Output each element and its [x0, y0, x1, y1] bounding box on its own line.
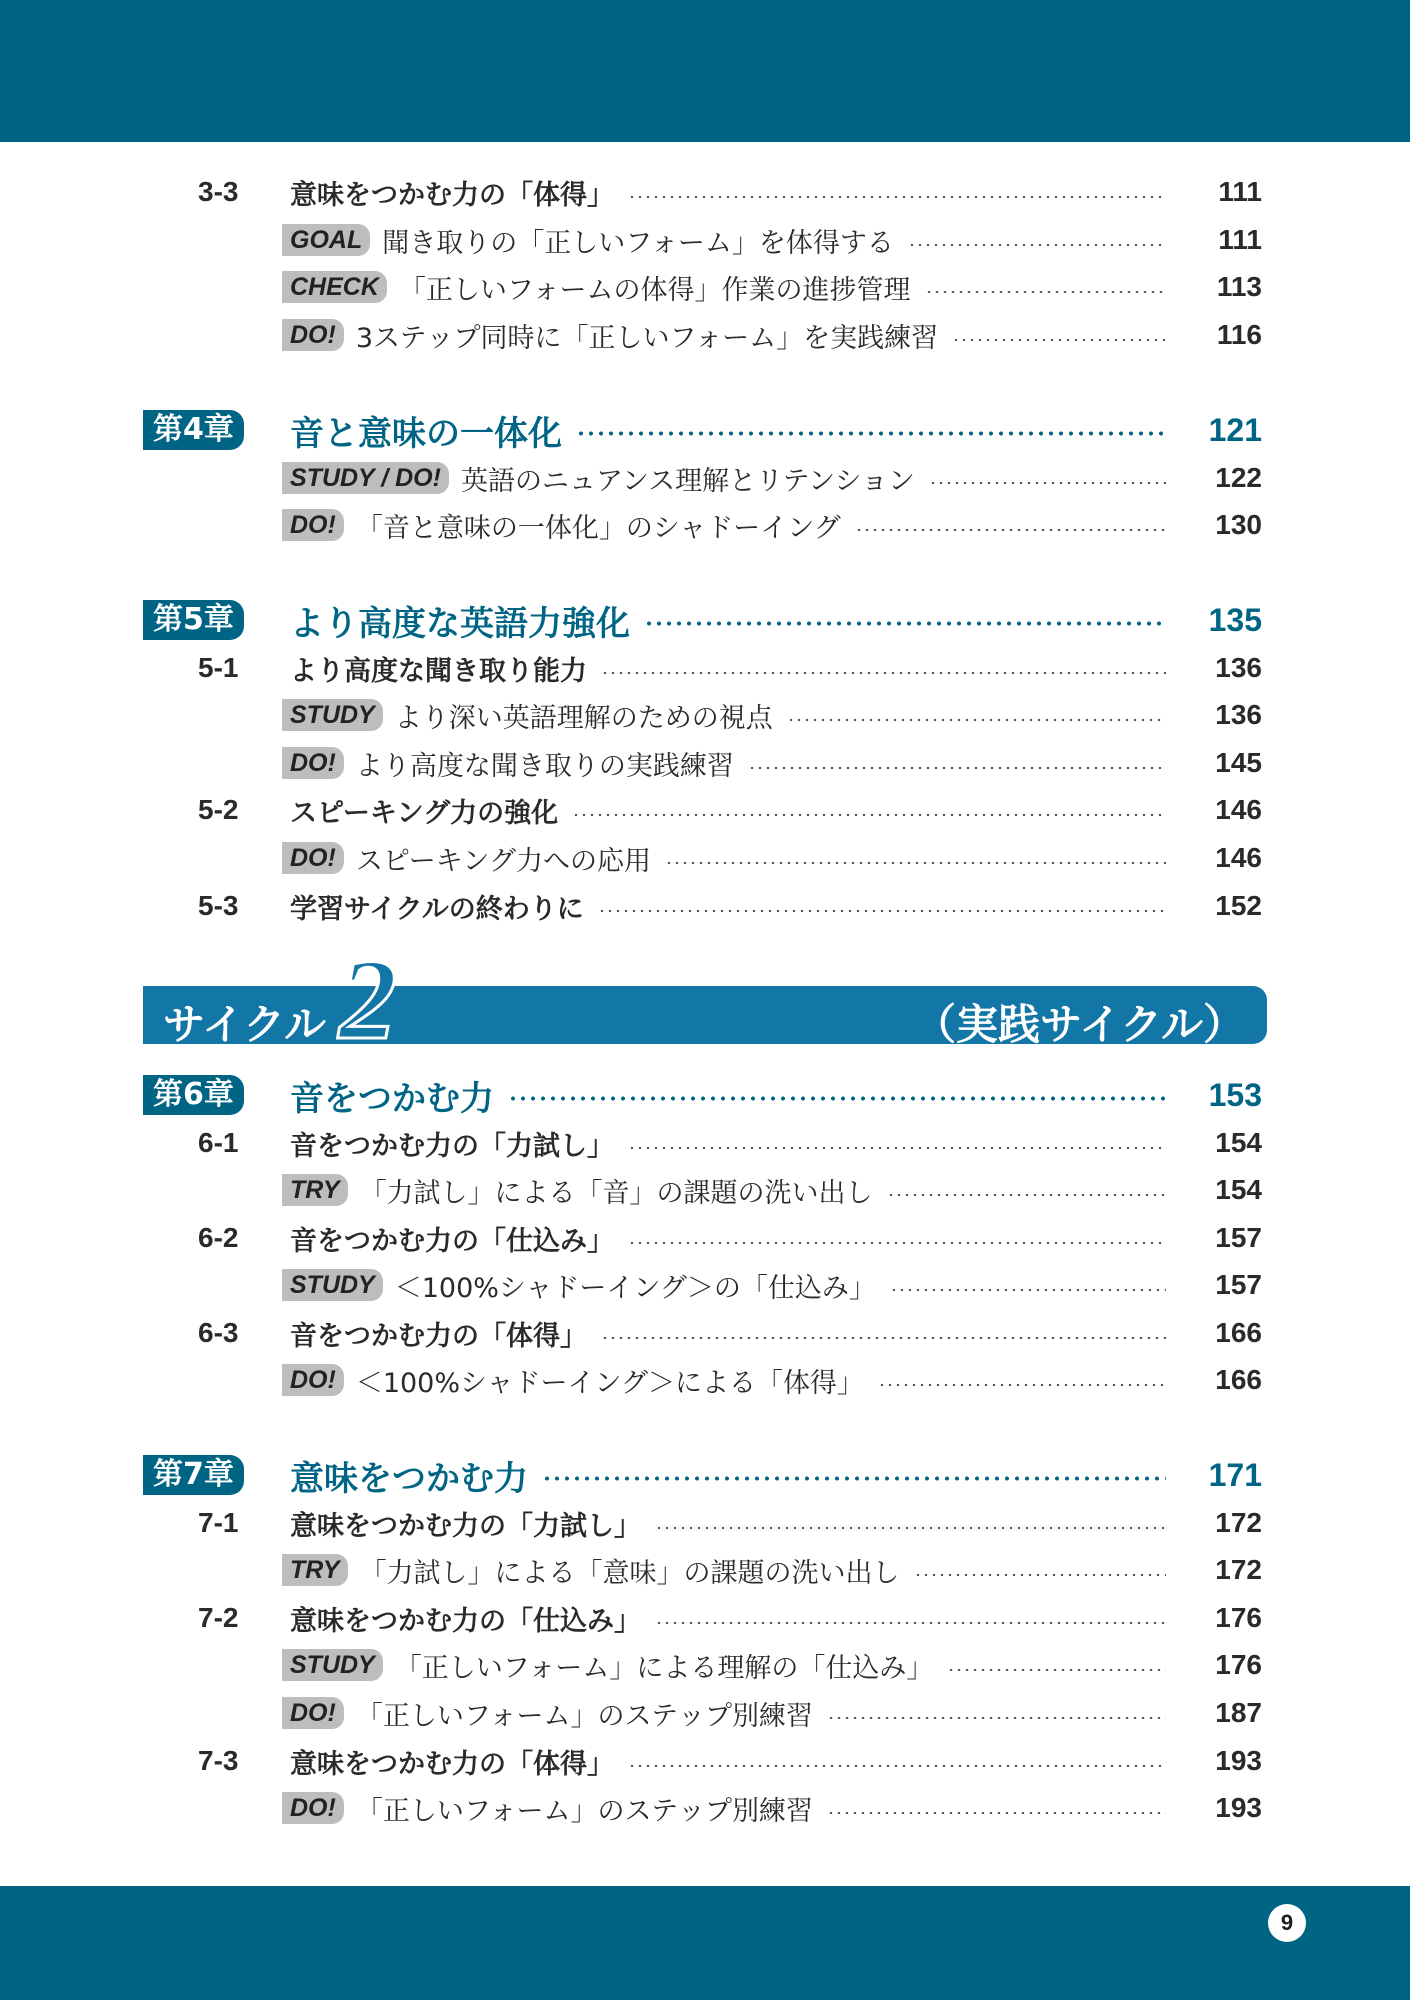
entry-content: [290, 1453, 1180, 1497]
subsection-row[interactable]: [0, 1263, 1410, 1307]
entry-badge: STUDY: [282, 699, 383, 731]
cycle-banner: [143, 936, 1267, 1064]
section-number: 6-2: [198, 1222, 239, 1253]
section-number: 6-1: [198, 1127, 239, 1158]
entry-title: 「正しいフォーム」のステップ別練習: [355, 1700, 813, 1732]
dot-leader: [787, 719, 1166, 721]
entry-content: [290, 1739, 1180, 1783]
entry-page-number: 154: [1215, 1127, 1262, 1158]
subsection-row[interactable]: [0, 1691, 1410, 1735]
entry-page-number: 157: [1215, 1269, 1262, 1300]
cycle-number: 2: [339, 936, 397, 1064]
dot-leader: [628, 1242, 1166, 1244]
entry-page-number: 121: [1208, 411, 1262, 448]
entry-page-number: 135: [1208, 601, 1262, 638]
subsection-row[interactable]: [0, 313, 1410, 357]
entry-content: [290, 1216, 1180, 1260]
entry-content: [290, 788, 1180, 832]
section-number: 7-2: [198, 1602, 239, 1633]
section-number: 5-1: [198, 652, 239, 683]
entry-title: 意味をつかむ力の「仕込み」: [290, 1605, 641, 1637]
entry-page-number: 136: [1215, 699, 1262, 730]
entry-badge: TRY: [282, 1174, 348, 1206]
entry-badge: DO!: [282, 319, 344, 351]
subsection-row[interactable]: [0, 503, 1410, 547]
entry-title: ＜100%シャドーイング＞の「仕込み」: [394, 1272, 876, 1304]
subsection-row[interactable]: [0, 1358, 1410, 1402]
entry-content: [282, 503, 1180, 547]
dot-leader: [601, 1337, 1166, 1339]
dot-leader: [572, 814, 1166, 816]
entry-page-number: 172: [1215, 1507, 1262, 1538]
entry-page-number: 154: [1215, 1174, 1262, 1205]
entry-title: 聞き取りの「正しいフォーム」を体得する: [382, 227, 894, 259]
entry-title: 「音と意味の一体化」のシャドーイング: [355, 512, 841, 544]
entry-page-number: 166: [1215, 1364, 1262, 1395]
section-row[interactable]: [0, 788, 1410, 832]
entry-content: [282, 1548, 1180, 1592]
entry-page-number: 176: [1215, 1649, 1262, 1680]
entry-content: [282, 741, 1180, 785]
entry-page-number: 130: [1215, 509, 1262, 540]
section-number: 7-1: [198, 1507, 239, 1538]
entry-content: [282, 836, 1180, 880]
dot-leader: [628, 1147, 1166, 1149]
entry-title: より高度な英語力強化: [290, 603, 630, 644]
dot-leader: [947, 1669, 1166, 1671]
entry-title: より高度な聞き取り能力: [290, 655, 587, 687]
section-row[interactable]: [0, 170, 1410, 214]
entry-title: 学習サイクルの終わりに: [290, 893, 584, 925]
entry-title: 音をつかむ力の「体得」: [290, 1320, 587, 1352]
entry-page-number: 113: [1216, 271, 1262, 302]
chapter-chip: 第7章: [143, 1455, 244, 1495]
entry-badge: STUDY: [282, 1649, 383, 1681]
dot-leader: [655, 1622, 1166, 1624]
entry-page-number: 187: [1215, 1697, 1262, 1728]
subsection-row[interactable]: [0, 218, 1410, 262]
section-row[interactable]: [0, 884, 1410, 928]
entry-content: [290, 646, 1180, 690]
entry-title: 意味をつかむ力の「体得」: [290, 179, 614, 211]
entry-title: 3ステップ同時に「正しいフォーム」を実践練習: [355, 322, 939, 354]
dot-leader: [887, 1194, 1166, 1196]
section-row[interactable]: [0, 1739, 1410, 1783]
entry-page-number: 176: [1215, 1602, 1262, 1633]
entry-title: 「力試し」による「意味」の課題の洗い出し: [359, 1557, 900, 1589]
entry-title: 意味をつかむ力の「体得」: [290, 1748, 614, 1780]
dot-leader: [598, 910, 1166, 912]
entry-page-number: 193: [1215, 1792, 1262, 1823]
bottom-footer-band: [0, 1886, 1410, 2000]
page-number: 9: [1268, 1904, 1306, 1942]
chapter-chip: 第5章: [143, 600, 244, 640]
subsection-row[interactable]: [0, 265, 1410, 309]
subsection-row[interactable]: [0, 693, 1410, 737]
entry-title: 「正しいフォーム」のステップ別練習: [355, 1795, 813, 1827]
section-row[interactable]: [0, 1311, 1410, 1355]
entry-title: 意味をつかむ力: [290, 1458, 528, 1499]
chapter-row[interactable]: [0, 1069, 1410, 1121]
entry-content: [290, 1596, 1180, 1640]
dot-leader: [628, 196, 1166, 198]
cycle-label: サイクル: [163, 1000, 326, 1049]
dot-leader: [655, 1527, 1166, 1529]
entry-page-number: 122: [1215, 462, 1262, 493]
entry-content: [290, 1073, 1180, 1117]
entry-title: 音と意味の一体化: [290, 413, 562, 454]
section-number: 6-3: [198, 1317, 239, 1348]
entry-badge: GOAL: [282, 224, 370, 256]
entry-content: [282, 1691, 1180, 1735]
dot-leader: [827, 1812, 1166, 1814]
subsection-row[interactable]: [0, 741, 1410, 785]
section-number: 5-2: [198, 794, 239, 825]
entry-page-number: 157: [1215, 1222, 1262, 1253]
dot-leader: [628, 1765, 1166, 1767]
entry-title: 音をつかむ力の「仕込み」: [290, 1225, 614, 1257]
entry-content: [282, 1263, 1180, 1307]
entry-title: スピーキング力の強化: [290, 797, 559, 829]
entry-content: [282, 1643, 1180, 1687]
section-row[interactable]: [0, 1216, 1410, 1260]
entry-badge: DO!: [282, 842, 344, 874]
entry-content: [282, 456, 1180, 500]
dot-leader: [748, 767, 1166, 769]
dot-leader: [665, 862, 1166, 864]
section-row[interactable]: [0, 646, 1410, 690]
chapter-row[interactable]: [0, 1449, 1410, 1501]
entry-badge: STUDY / DO!: [282, 462, 449, 494]
dot-leader: [576, 431, 1166, 436]
section-number: 5-3: [198, 890, 239, 921]
entry-page-number: 152: [1215, 890, 1262, 921]
entry-title: スピーキング力への応用: [355, 845, 651, 877]
entry-content: [282, 313, 1180, 357]
entry-page-number: 146: [1215, 794, 1262, 825]
entry-badge: DO!: [282, 1364, 344, 1396]
dot-leader: [929, 482, 1166, 484]
entry-title: ＜100%シャドーイング＞による「体得」: [355, 1367, 864, 1399]
section-number: 7-3: [198, 1745, 239, 1776]
section-number: 3-3: [198, 176, 239, 207]
entry-content: [290, 884, 1180, 928]
entry-title: 「正しいフォームの体得」作業の進捗管理: [398, 274, 911, 306]
entry-title: より深い英語理解のための視点: [394, 702, 773, 734]
top-header-band: [0, 0, 1410, 142]
entry-title: 英語のニュアンス理解とリテンション: [460, 465, 915, 497]
chapter-chip: 第6章: [143, 1075, 244, 1115]
section-row[interactable]: [0, 1596, 1410, 1640]
entry-content: [282, 693, 1180, 737]
entry-title: 「正しいフォーム」による理解の「仕込み」: [394, 1652, 934, 1684]
entry-page-number: 172: [1215, 1554, 1262, 1585]
dot-leader: [644, 621, 1166, 626]
dot-leader: [914, 1574, 1166, 1576]
entry-page-number: 166: [1215, 1317, 1262, 1348]
entry-content: [290, 598, 1180, 642]
dot-leader: [827, 1717, 1166, 1719]
entry-badge: TRY: [282, 1554, 348, 1586]
chapter-row[interactable]: [0, 594, 1410, 646]
entry-content: [290, 1311, 1180, 1355]
entry-badge: DO!: [282, 1792, 344, 1824]
entry-page-number: 116: [1216, 319, 1262, 350]
entry-title: 音をつかむ力の「力試し」: [290, 1130, 614, 1162]
entry-content: [282, 218, 1180, 262]
entry-content: [290, 1501, 1180, 1545]
entry-page-number: 136: [1215, 652, 1262, 683]
entry-content: [290, 1121, 1180, 1165]
entry-page-number: 193: [1215, 1745, 1262, 1776]
cycle-subtitle: （実践サイクル）: [914, 1000, 1245, 1049]
entry-content: [282, 265, 1180, 309]
dot-leader: [508, 1096, 1166, 1101]
section-row[interactable]: [0, 1121, 1410, 1165]
dot-leader: [601, 672, 1166, 674]
entry-page-number: 111: [1218, 224, 1262, 255]
entry-badge: DO!: [282, 747, 344, 779]
chapter-chip: 第4章: [143, 410, 244, 450]
subsection-row[interactable]: [0, 1168, 1410, 1212]
dot-leader: [908, 244, 1166, 246]
entry-content: [282, 1358, 1180, 1402]
dot-leader: [542, 1476, 1166, 1481]
chapter-row[interactable]: [0, 404, 1410, 456]
entry-title: 「力試し」による「音」の課題の洗い出し: [359, 1177, 873, 1209]
dot-leader: [878, 1384, 1166, 1386]
entry-title: 意味をつかむ力の「力試し」: [290, 1510, 641, 1542]
entry-page-number: 146: [1215, 842, 1262, 873]
subsection-row[interactable]: [0, 456, 1410, 500]
dot-leader: [925, 291, 1166, 293]
entry-content: [290, 170, 1180, 214]
entry-title: 音をつかむ力: [290, 1078, 494, 1119]
entry-page-number: 171: [1208, 1456, 1262, 1493]
subsection-row[interactable]: [0, 1548, 1410, 1592]
entry-content: [282, 1168, 1180, 1212]
entry-badge: DO!: [282, 1697, 344, 1729]
entry-page-number: 145: [1215, 747, 1262, 778]
subsection-row[interactable]: [0, 836, 1410, 880]
subsection-row[interactable]: [0, 1786, 1410, 1830]
dot-leader: [855, 529, 1166, 531]
entry-page-number: 111: [1218, 176, 1262, 207]
entry-badge: DO!: [282, 509, 344, 541]
entry-badge: CHECK: [282, 271, 387, 303]
entry-content: [282, 1786, 1180, 1830]
section-row[interactable]: [0, 1501, 1410, 1545]
subsection-row[interactable]: [0, 1643, 1410, 1687]
dot-leader: [952, 339, 1166, 341]
entry-badge: STUDY: [282, 1269, 383, 1301]
entry-page-number: 153: [1208, 1076, 1262, 1113]
dot-leader: [890, 1289, 1166, 1291]
entry-title: より高度な聞き取りの実践練習: [355, 750, 734, 782]
entry-content: [290, 408, 1180, 452]
